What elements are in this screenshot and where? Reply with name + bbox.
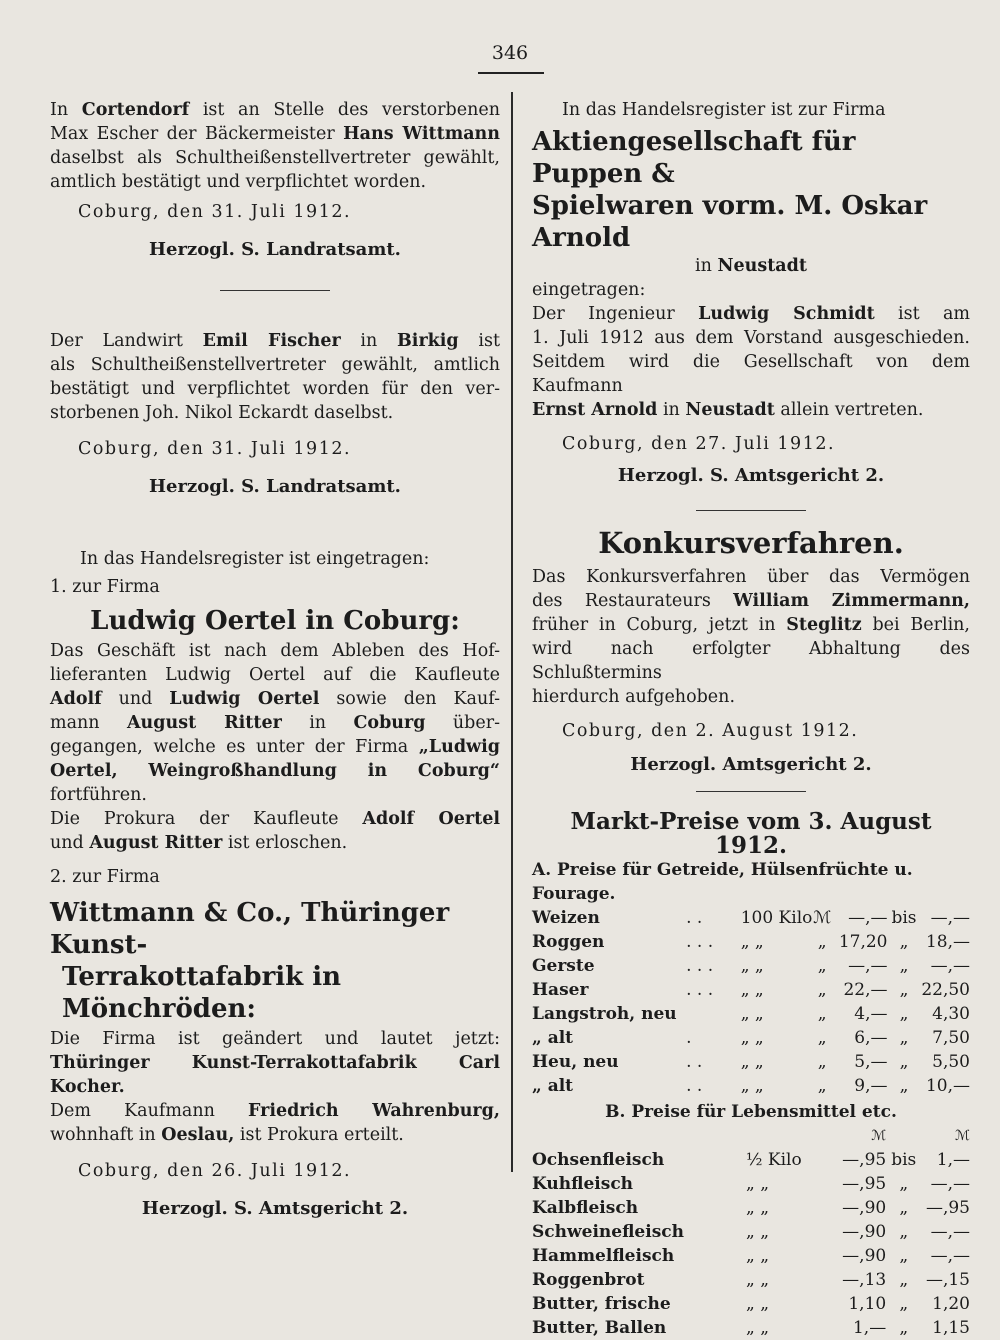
firm-ludwig-oertel-text-end: fortführen. (50, 785, 147, 805)
price-cell-v2: 4,30 (932, 1004, 970, 1024)
price-cell-mid: „ (899, 1222, 909, 1242)
price-row (532, 1148, 970, 1172)
prices-title: Markt-Preise vom 3. August 1912. (570, 808, 932, 859)
text-segment: gegangen, welche es unter der Firma (50, 737, 419, 757)
price-cell-mid: „ (899, 1004, 909, 1024)
firm-ludwig-oertel-text (50, 639, 500, 783)
notice-birkig-date: Coburg, den 31. Juli 1912. (78, 439, 352, 459)
price-cell-unit: „ „ (740, 1052, 764, 1072)
text-segment: ist erloschen. (222, 833, 348, 853)
text-line (50, 353, 500, 377)
price-cell-v1: 1,— (852, 1318, 887, 1338)
price-cell-name: Hammelfleisch (532, 1246, 675, 1266)
text-line (50, 807, 500, 831)
text-segment: mann (50, 713, 127, 733)
text-line (50, 98, 500, 122)
price-cell-unit: „ „ (745, 1198, 770, 1218)
bold-name: Emil Fischer (202, 331, 341, 351)
price-cell-v2: —,— (930, 908, 970, 928)
text-line (50, 1027, 500, 1051)
price-header-row (532, 1124, 970, 1148)
price-cell-dots (686, 1002, 741, 1026)
bold-name: Ernst Arnold (532, 400, 658, 420)
price-row (532, 1074, 970, 1098)
text-segment: wohnhaft in (50, 1125, 162, 1145)
price-cell-mid: „ (899, 1076, 909, 1096)
text-segment: in (281, 713, 354, 733)
price-cell-mid: bis (891, 908, 917, 928)
price-cell-v1: ℳ (871, 1128, 887, 1144)
price-cell-v1: —,— (848, 956, 888, 976)
price-row (532, 1244, 970, 1268)
price-cell-unit: „ „ (740, 1028, 764, 1048)
price-cell-dots: . . . (686, 980, 714, 1000)
text-segment: ist am (874, 304, 971, 324)
text-segment: daselbst als Schultheißenstellvertreter gewählt, (50, 148, 500, 168)
konkurs-signature: Herzogl. Amtsgericht 2. (630, 754, 872, 775)
price-cell-v2: 18,— (925, 932, 970, 952)
puppen-signature: Herzogl. S. Amtsgericht 2. (617, 465, 885, 486)
price-cell-name: Butter, frische (532, 1294, 671, 1314)
text-segment: in (657, 400, 686, 420)
text-segment: über- (425, 713, 500, 733)
firm-wittmann-line2: Terrakottafabrik in Mönchröden: (62, 962, 342, 1024)
bold-name: Oertel, Weingroßhandlung in Coburg“ (50, 761, 500, 781)
firm-puppen-place (532, 254, 970, 278)
notice-cortendorf-text (50, 98, 500, 194)
text-line (50, 146, 500, 170)
place-name: Neustadt (717, 256, 807, 276)
price-row (532, 1002, 970, 1026)
bold-name: Hans Wittmann (343, 124, 500, 144)
price-cell-v2: —,— (930, 956, 970, 976)
text-line (50, 831, 500, 855)
puppen-text-end (532, 398, 970, 422)
text-segment: ist (458, 331, 500, 351)
price-cell-mid: bis (891, 1150, 917, 1170)
price-row (532, 1292, 970, 1316)
price-cell-v1: —,13 (842, 1270, 887, 1290)
text-line (532, 613, 970, 637)
price-cell-v1: —,— (848, 908, 888, 928)
price-cell-name: Langstroh, neu (532, 1004, 677, 1024)
puppen-date: Coburg, den 27. Juli 1912. (562, 434, 836, 454)
notice-cortendorf-signature: Herzogl. S. Landratsamt. (149, 239, 401, 260)
notice-cortendorf (50, 98, 500, 262)
text-line (50, 1099, 500, 1123)
text-line (50, 687, 500, 711)
text-segment: Der Landwirt (50, 331, 203, 351)
bold-name: Adolf (50, 689, 102, 709)
page-number-rule (478, 72, 544, 74)
price-cell-q: ℳ (813, 908, 832, 928)
price-cell-name: Schweinefleisch (532, 1222, 684, 1242)
price-cell-mid: „ (899, 1198, 909, 1218)
text-line (532, 637, 970, 685)
text-segment: wird nach erfolgter Abhaltung des Schlußtermins (532, 639, 970, 683)
text-segment: früher in Coburg, jetzt in (532, 615, 787, 635)
text-line (50, 759, 500, 783)
price-cell-unit: 100 Kilo (740, 908, 813, 928)
price-cell-mid: „ (899, 1028, 909, 1048)
price-cell-v2: —,15 (925, 1270, 970, 1290)
text-segment: amtlich bestätigt und verpflichtet worden. (50, 172, 427, 192)
text-segment: und (50, 833, 90, 853)
text-line (50, 122, 500, 146)
bold-name: Birkig (397, 331, 459, 351)
price-cell-unit: „ „ (745, 1174, 770, 1194)
price-row (532, 1196, 970, 1220)
puppen-eingetragen: eingetragen: (532, 280, 646, 300)
bold-name: Cortendorf (81, 100, 190, 120)
text-segment: Das Geschäft ist nach dem Ableben des Hof- (50, 641, 500, 661)
price-cell-mid: „ (899, 932, 909, 952)
text-line (50, 329, 500, 353)
text-segment: ist Prokura erteilt. (234, 1125, 404, 1145)
notice-cortendorf-date: Coburg, den 31. Juli 1912. (78, 202, 352, 222)
price-row (532, 1316, 970, 1340)
market-prices (532, 810, 970, 1340)
price-cell-v1: —,95 (842, 1174, 887, 1194)
firm-puppen-line1: Aktiengesellschaft für Puppen & (532, 127, 856, 189)
bold-name: Ludwig Oertel (169, 689, 320, 709)
price-cell-v2: 5,50 (932, 1052, 970, 1072)
price-cell-v2: —,— (930, 1174, 970, 1194)
price-cell-dots: . . (686, 1076, 703, 1096)
notice-wittmann-date: Coburg, den 26. Juli 1912. (78, 1161, 352, 1181)
konkurs-date: Coburg, den 2. August 1912. (562, 721, 859, 741)
price-cell-q: „ (817, 932, 827, 952)
price-cell-mid: „ (899, 1174, 909, 1194)
price-cell-mid: „ (899, 1318, 909, 1338)
price-cell-unit: „ „ (745, 1294, 770, 1314)
text-line (50, 1051, 500, 1075)
price-cell-v1: 1,10 (848, 1294, 887, 1314)
price-row (532, 978, 970, 1002)
notice-puppen (532, 98, 970, 488)
price-row (532, 906, 970, 930)
right-column (532, 98, 970, 1340)
column-divider (511, 92, 513, 1172)
price-cell-v1: 5,— (854, 1052, 888, 1072)
firm-ludwig-oertel: Ludwig Oertel in Coburg: (90, 606, 460, 636)
separator-rule (220, 290, 330, 291)
page-number: 346 (491, 42, 529, 64)
price-row (532, 954, 970, 978)
bold-name: August Ritter (89, 833, 223, 853)
price-cell-unit: „ „ (745, 1318, 770, 1338)
price-cell-v1: 9,— (854, 1076, 888, 1096)
text-line (532, 326, 970, 350)
left-column (50, 98, 500, 1221)
register-intro: In das Handelsregister ist eingetragen: (80, 549, 430, 569)
price-cell-v1: —,90 (842, 1198, 887, 1218)
text-segment: In (50, 100, 82, 120)
price-cell-q: „ (817, 956, 827, 976)
notice-birkig-signature: Herzogl. S. Landratsamt. (149, 476, 401, 497)
text-segment: Der Ingenieur (532, 304, 699, 324)
price-row (532, 1220, 970, 1244)
text-segment: Die Prokura der Kaufleute (50, 809, 363, 829)
bold-name: William Zimmermann, (733, 591, 970, 611)
price-cell-mid: „ (899, 1270, 909, 1290)
text-segment: des Restaurateurs (532, 591, 734, 611)
price-cell-mid: „ (899, 1294, 909, 1314)
price-cell-mid: „ (899, 1246, 909, 1266)
price-cell-dots: . . (686, 1052, 703, 1072)
price-cell-name: Butter, Ballen (532, 1318, 667, 1338)
price-cell-v2: 10,— (925, 1076, 970, 1096)
konkurs-title: Konkursverfahren. (598, 526, 904, 560)
price-cell-name: Ochsenfleisch (532, 1150, 665, 1170)
price-cell-mid: „ (899, 956, 909, 976)
text-line (532, 350, 970, 398)
prokura-text (50, 807, 500, 855)
wahrenburg-text-end (50, 1123, 500, 1147)
price-cell-name: Haser (532, 980, 589, 1000)
notice-konkurs (532, 525, 970, 777)
price-cell-unit: „ „ (740, 956, 764, 976)
price-cell-v2: 7,50 (932, 1028, 970, 1048)
price-cell-unit: ½ Kilo (745, 1150, 802, 1170)
price-cell-v1: —,95 (842, 1150, 887, 1170)
price-cell-unit: „ „ (740, 980, 764, 1000)
text-line (50, 663, 500, 687)
bold-name: Ludwig Schmidt (698, 304, 875, 324)
price-cell-q: „ (817, 980, 827, 1000)
price-cell-mid: „ (899, 980, 909, 1000)
place-prefix: in (695, 256, 718, 276)
text-segment: lieferanten Ludwig Oertel auf die Kaufleute (50, 665, 500, 685)
text-segment: Max Escher der Bäckermeister (50, 124, 344, 144)
text-line (532, 589, 970, 613)
separator-rule (696, 510, 806, 511)
price-row (532, 1172, 970, 1196)
price-row (532, 1268, 970, 1292)
price-cell-q: „ (817, 1028, 827, 1048)
text-segment: Das Konkursverfahren über das Vermögen (532, 567, 970, 587)
text-segment: ist an Stelle des verstorbenen (189, 100, 501, 120)
text-segment: Die Firma ist geändert und lautet jetzt: (50, 1029, 500, 1049)
prices-table-a (532, 906, 970, 1098)
text-segment: bestätigt und verpflichtet worden für den ver- (50, 379, 500, 399)
price-cell-dots: . (686, 1028, 692, 1048)
price-cell-dots: . . . (686, 956, 714, 976)
price-cell-unit: „ „ (745, 1246, 770, 1266)
notice-wittmann-signature: Herzogl. S. Amtsgericht 2. (141, 1198, 409, 1219)
text-line (532, 565, 970, 589)
price-cell-v2: 22,50 (921, 980, 970, 1000)
price-cell-mid: „ (899, 1052, 909, 1072)
firm-wittmann-line1: Wittmann & Co., Thüringer Kunst- (50, 898, 450, 960)
notice-handelsregister-left (50, 547, 500, 1221)
text-segment: Dem Kaufmann (50, 1101, 248, 1121)
text-line (50, 639, 500, 663)
price-cell-name: Weizen (532, 908, 600, 928)
bold-name: Adolf Oertel (362, 809, 500, 829)
puppen-intro: In das Handelsregister ist zur Firma (562, 100, 886, 120)
price-cell-unit: „ „ (745, 1270, 770, 1290)
price-cell-unit: „ „ (740, 1076, 764, 1096)
text-segment: und (101, 689, 170, 709)
price-cell-q: „ (817, 1076, 827, 1096)
price-cell-name: Roggenbrot (532, 1270, 645, 1290)
price-row (532, 1050, 970, 1074)
price-cell-v2: 1,— (936, 1150, 970, 1170)
price-row (532, 930, 970, 954)
puppen-text (532, 302, 970, 398)
firm-wittmann-text-end: Kocher. (50, 1077, 125, 1097)
text-line (50, 401, 500, 425)
price-cell-q: „ (817, 1052, 827, 1072)
price-row (532, 1026, 970, 1050)
prices-section-b: B. Preise für Lebensmittel etc. (605, 1102, 897, 1122)
price-cell-name: Heu, neu (532, 1052, 619, 1072)
bold-name: Thüringer Kunst-Terrakottafabrik Carl (50, 1053, 500, 1073)
bold-name: August Ritter (126, 713, 282, 733)
price-cell-name: Kalbfleisch (532, 1198, 639, 1218)
text-segment: in (340, 331, 397, 351)
price-cell-dots: . . (686, 908, 703, 928)
notice-birkig-text (50, 329, 500, 425)
text-line (532, 302, 970, 326)
bold-name: Oeslau, (161, 1125, 235, 1145)
text-line (532, 398, 970, 422)
text-line (50, 170, 500, 194)
text-line (50, 377, 500, 401)
price-cell-v1: —,90 (842, 1222, 887, 1242)
bold-name: Neustadt (685, 400, 775, 420)
register-item-2: 2. zur Firma (50, 867, 160, 887)
price-cell-name: Kuhfleisch (532, 1174, 634, 1194)
price-cell-unit: „ „ (740, 1004, 764, 1024)
text-line (50, 735, 500, 759)
notice-birkig (50, 329, 500, 499)
separator-rule (696, 791, 806, 792)
price-cell-name: „ alt (532, 1028, 574, 1048)
price-cell-name: „ alt (532, 1076, 574, 1096)
firm-puppen-line2: Spielwaren vorm. M. Oskar Arnold (532, 191, 928, 253)
price-cell-v2: —,— (930, 1246, 970, 1266)
price-cell-v2: ℳ (955, 1128, 970, 1144)
konkurs-text (532, 565, 970, 685)
price-cell-v1: 17,20 (838, 932, 888, 952)
price-cell-name: Gerste (532, 956, 595, 976)
bold-name: Steglitz (786, 615, 862, 635)
price-cell-name: Roggen (532, 932, 605, 952)
text-segment: bei Berlin, (861, 615, 970, 635)
wahrenburg-text (50, 1099, 500, 1123)
price-cell-dots: . . . (686, 932, 714, 952)
price-cell-v2: —,95 (925, 1198, 970, 1218)
firm-wittmann-text (50, 1027, 500, 1075)
price-cell-unit: „ „ (745, 1222, 770, 1242)
register-item-1: 1. zur Firma (50, 577, 160, 597)
price-cell-v2: —,— (930, 1222, 970, 1242)
price-cell-q: „ (817, 1004, 827, 1024)
text-segment: sowie den Kauf- (319, 689, 500, 709)
price-cell-v1: 4,— (854, 1004, 888, 1024)
text-segment: 1. Juli 1912 aus dem Vorstand ausgeschieden. (532, 328, 970, 348)
price-cell-v2: 1,20 (932, 1294, 970, 1314)
price-cell-unit: „ „ (740, 932, 764, 952)
prices-section-a: A. Preise für Getreide, Hülsenfrüchte u. Fourage. (532, 860, 913, 904)
price-cell-v2: 1,15 (932, 1318, 970, 1338)
price-cell-v1: 22,— (843, 980, 888, 1000)
bold-name: Friedrich Wahrenburg, (247, 1101, 500, 1121)
text-line (50, 711, 500, 735)
text-segment: Seitdem wird die Gesellschaft von dem Kaufmann (532, 352, 970, 396)
price-cell-v1: 6,— (854, 1028, 888, 1048)
prices-table-b (532, 1124, 970, 1340)
bold-name: „Ludwig (418, 737, 500, 757)
price-cell-v1: —,90 (842, 1246, 887, 1266)
text-segment: storbenen Joh. Nikol Eckardt daselbst. (50, 403, 394, 423)
bold-name: Coburg (353, 713, 426, 733)
text-segment: als Schultheißenstellvertreter gewählt, amtlich (50, 355, 500, 375)
konkurs-text-end: hierdurch aufgehoben. (532, 687, 736, 707)
text-line (50, 1123, 500, 1147)
text-segment: allein vertreten. (774, 400, 924, 420)
